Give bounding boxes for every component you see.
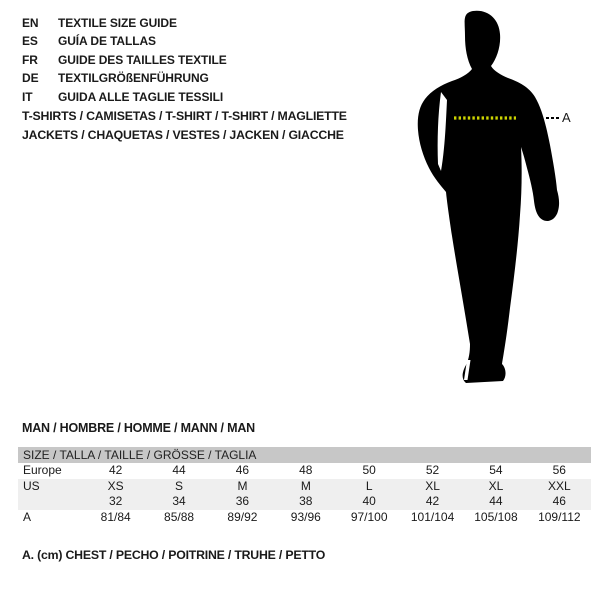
table-cell: 38 [299,494,313,509]
language-label: TEXTILGRÖßENFÜHRUNG [58,71,209,86]
table-cell: 44 [489,494,503,509]
table-cell: 52 [425,463,440,477]
language-row [22,51,227,69]
table-cell: 54 [489,463,503,477]
language-label: GUÍA DE TALLAS [58,34,156,49]
table-cell: 81/84 [100,510,131,525]
table-cell: M [300,478,311,493]
measure-label-a: A [562,110,571,125]
row-label: A [23,510,32,525]
table-cell: 85/88 [164,510,195,525]
table-cell: 105/108 [474,510,518,525]
language-label: GUIDA ALLE TAGLIE TESSILI [58,89,224,104]
category-line: T-SHIRTS / CAMISETAS / T-SHIRT / T-SHIRT / MAGLIETTE [22,109,347,123]
table-cell: 89/92 [227,510,258,525]
row-label [18,494,84,510]
table-row [18,479,591,495]
table-cell: 42 [425,494,440,509]
table-cell: 32 [109,494,123,509]
table-cell: 97/100 [350,510,388,525]
table-cell: 101/104 [410,510,455,525]
silhouette-path [418,11,559,383]
language-row [22,88,227,106]
language-row [22,14,227,32]
language-row [22,69,227,87]
language-label: GUIDE DES TAILLES TEXTILE [58,52,227,67]
table-cell: L [365,478,373,493]
table-row [18,463,591,479]
table-cell: S [175,478,184,493]
language-code: ES [22,34,38,49]
category-list [22,107,347,145]
table-cell: 93/96 [290,510,321,525]
table-row [18,510,591,526]
size-table [18,447,591,526]
size-table-header: SIZE / TALLA / TAILLE / GRÖSSE / TAGLIA [18,447,591,463]
row-label: US [23,478,40,493]
table-cell: 50 [362,463,376,477]
table-cell: 44 [172,463,186,477]
language-code: DE [22,71,39,86]
table-cell: XXL [547,478,571,493]
table-cell: 46 [552,494,566,509]
table-cell: 36 [235,494,250,509]
table-cell: XS [107,478,124,493]
man-silhouette [404,8,574,392]
table-cell: 48 [299,463,313,477]
table-cell: XL [488,478,504,493]
measure-callout-line [546,117,560,119]
language-code: EN [22,16,39,30]
table-cell: 40 [362,494,376,509]
row-label: Europe [23,463,62,477]
language-code: IT [22,89,33,104]
category-line: JACKETS / CHAQUETAS / VESTES / JACKEN / GIACCHE [22,128,344,143]
table-cell: 34 [172,494,186,509]
section-title: MAN / HOMBRE / HOMME / MANN / MAN [22,421,255,435]
language-list [22,14,227,106]
language-code: FR [22,52,38,67]
table-cell: M [237,478,248,493]
table-cell: 46 [235,463,250,477]
language-label: TEXTILE SIZE GUIDE [58,16,177,30]
table-row [18,494,591,510]
table-cell: 42 [109,463,123,477]
table-cell: XL [425,478,440,493]
language-row [22,32,227,50]
table-cell: 56 [552,463,566,477]
measurement-footnote: A. (cm) CHEST / PECHO / POITRINE / TRUHE / PETTO [22,548,326,562]
size-table-body [18,463,591,526]
table-cell: 109/112 [538,510,581,525]
